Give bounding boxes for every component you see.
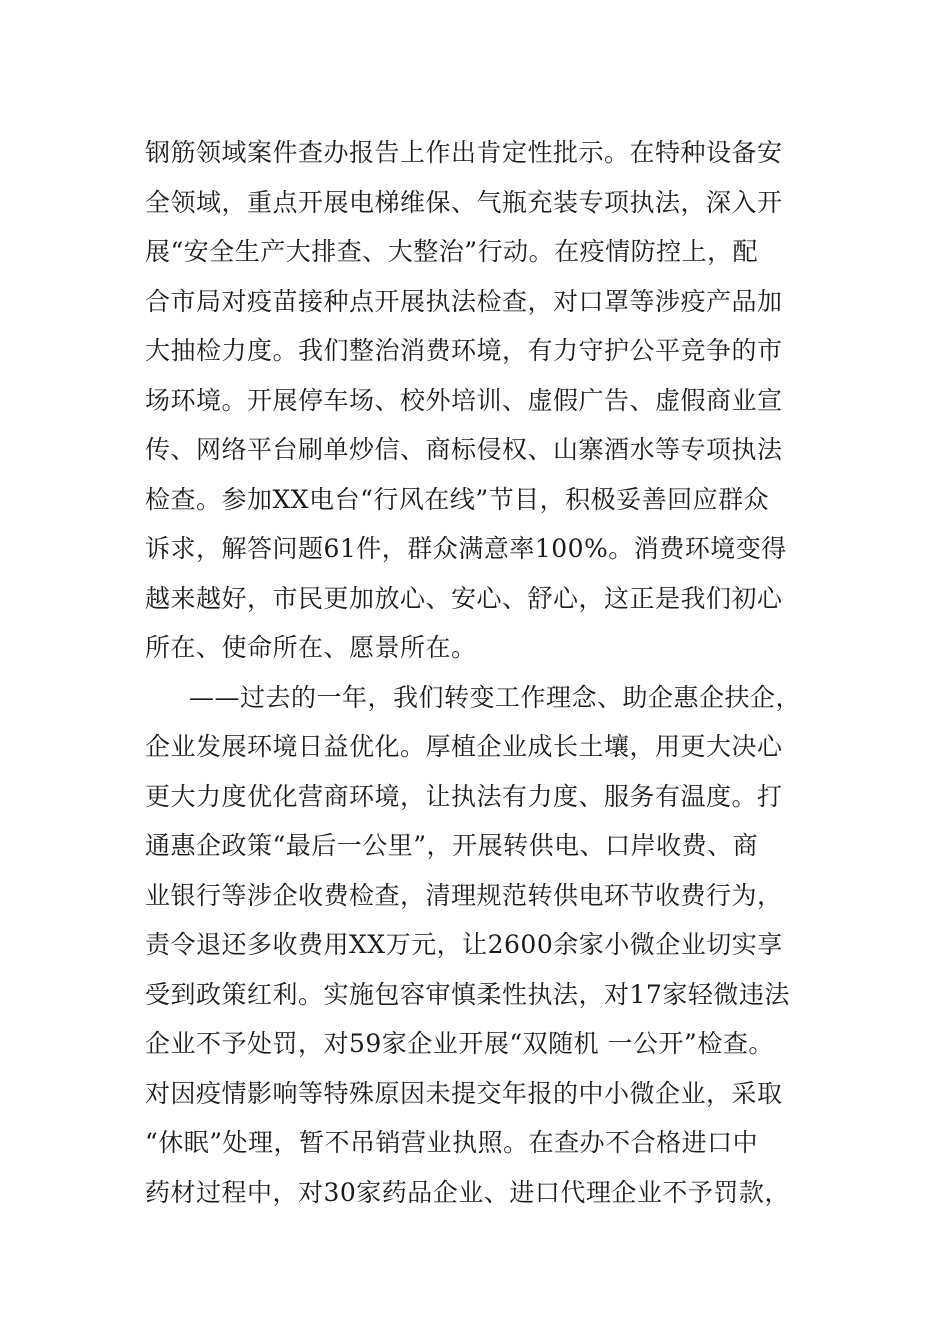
text-line: 合市局对疫苗接种点开展执法检查，对口罩等涉疫产品加: [145, 286, 783, 316]
text-line: 企业发展环境日益优化。厚植企业成长土壤，用更大决心: [145, 732, 783, 761]
text-line: 对因疫情影响等特殊原因未提交年报的中小微企业，采取: [145, 1078, 783, 1108]
text-line: 越来越好，市民更加放心、安心、舒心，这正是我们初心: [145, 583, 783, 613]
text-line: “休眠”处理，暂不吊销营业执照。在查办不合格进口中: [145, 1128, 759, 1157]
text-line: 所在、使命所在、愿景所在。: [145, 633, 477, 662]
text-line: 责令退还多收费用XX万元，让2600余家小微企业切实享: [145, 930, 783, 959]
text-line: 大抽检力度。我们整治消费环境，有力守护公平竞争的市: [145, 336, 783, 365]
paragraph-start-line: ——过去的一年，我们转变工作理念、助企惠企扶企，: [189, 682, 802, 712]
text-line: 传、网络平台刷单炒信、商标侵权、山寨酒水等专项执法: [145, 435, 783, 464]
text-line: 通惠企政策“最后一公里”，开展转供电、口岸收费、商: [145, 831, 759, 860]
text-line: 钢筋领域案件查办报告上作出肯定性批示。在特种设备安: [145, 138, 783, 167]
text-line: 受到政策红利。实施包容审慎柔性执法，对17家轻微违法: [145, 979, 790, 1009]
text-line: 企业不予处罚，对59家企业开展“双随机 一公开”检查。: [145, 1029, 774, 1058]
text-line: 场环境。开展停车场、校外培训、虚假广告、虚假商业宣: [145, 385, 783, 415]
text-line: 检查。参加XX电台“行风在线”节目，积极妥善回应群众: [145, 484, 770, 514]
text-line: 展“安全生产大排查、大整治”行动。在疫情防控上，配: [145, 237, 759, 266]
body-text: [145, 128, 845, 1217]
text-line: 诉求，解答问题61件，群众满意率100%。消费环境变得: [145, 534, 787, 563]
text-line: 更大力度优化营商环境，让执法有力度、服务有温度。打: [145, 781, 783, 811]
text-line: 业银行等涉企收费检查，清理规范转供电环节收费行为，: [145, 880, 783, 910]
text-line: 全领域，重点开展电梯维保、气瓶充装专项执法，深入开: [145, 187, 783, 217]
text-line: 药材过程中，对30家药品企业、进口代理企业不予罚款，: [145, 1177, 790, 1207]
